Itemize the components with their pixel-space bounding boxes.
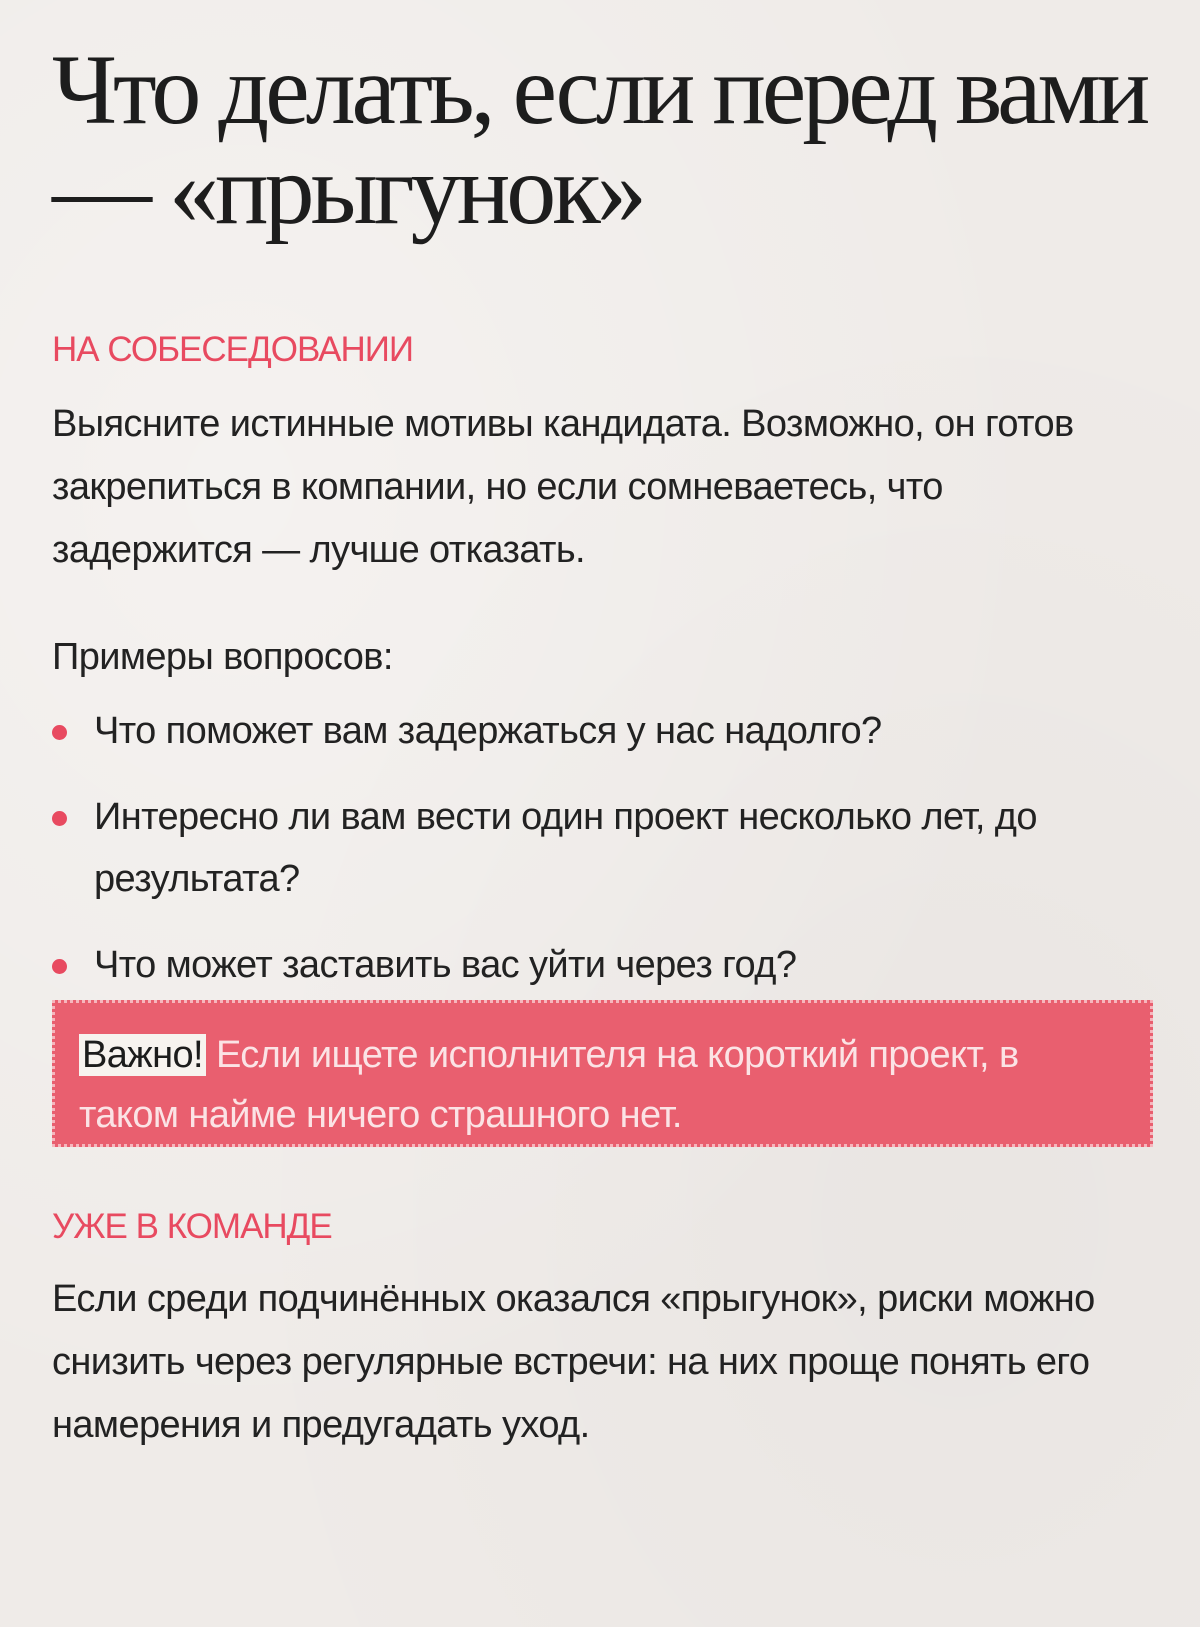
important-callout (52, 1000, 1153, 1147)
team-paragraph: Если среди подчинённых оказался «прыгунок», риски можно снизить через регулярные встречи: на них проще понять его намерения и предугадать уход. (52, 1278, 1095, 1446)
question-list (52, 700, 1162, 1020)
question-text: Что может заставить вас уйти через год? (94, 944, 797, 986)
bullet-dot-icon (52, 959, 67, 974)
bullet-dot-icon (52, 811, 67, 826)
examples-heading: Примеры вопросов: (52, 636, 393, 678)
callout-text: Если ищете исполнителя на короткий проект, в таком найме ничего страшного нет. (79, 1034, 1019, 1136)
list-item (52, 934, 1162, 996)
list-item (52, 700, 1162, 762)
bullet-dot-icon (52, 725, 67, 740)
important-tag: Важно! (79, 1034, 206, 1076)
section-label-team: УЖЕ В КОМАНДЕ (52, 1207, 332, 1246)
interview-paragraph: Выясните истинные мотивы кандидата. Возможно, он готов закрепиться в компании, но если сомневаетесь, что задержится — лучше отказать. (52, 403, 1074, 571)
page-title: Что делать, если перед вами — «прыгунок» (52, 34, 1147, 245)
list-item (52, 786, 1162, 910)
section-label-interview: НА СОБЕСЕДОВАНИИ (52, 330, 414, 369)
question-text: Что поможет вам задержаться у нас надолго? (94, 710, 882, 752)
question-text: Интересно ли вам вести один проект несколько лет, до результата? (94, 796, 1037, 900)
